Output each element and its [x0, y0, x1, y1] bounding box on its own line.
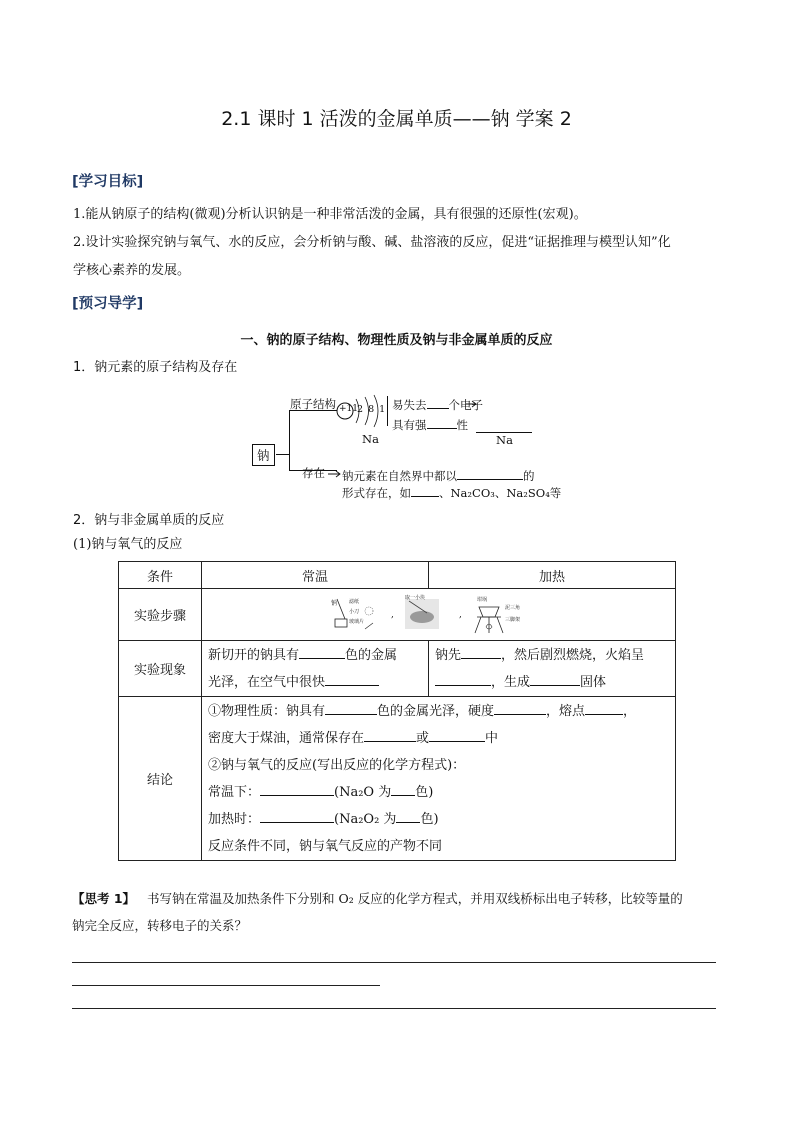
blank-electron-count	[427, 394, 449, 409]
existence-text-2: 形式存在，如	[342, 486, 411, 500]
blank-example	[411, 482, 439, 497]
blank	[396, 808, 420, 823]
arrow-icon	[466, 400, 478, 408]
strong-property-text	[392, 414, 468, 433]
experiment-illustration	[329, 593, 549, 637]
blank-existence-form	[457, 465, 523, 480]
label-triangle: 泥三角	[504, 604, 520, 611]
svg-text:,: ,	[458, 609, 462, 620]
property-suffix: 性	[456, 418, 468, 432]
lose-label: 易失去	[392, 398, 427, 412]
root-box: 钠	[252, 444, 275, 466]
goal-2-cont: 学核心素养的发展。	[73, 263, 191, 278]
conclusion-line-5	[208, 806, 669, 833]
electron-shells: 2 8 1	[357, 404, 387, 415]
label-take-piece: 取一小块	[404, 594, 425, 601]
blank	[260, 781, 334, 796]
goal-1: 1.能从钠原子的结构(微观)分析认识钠是一种非常活泼的金属，具有很强的还原性(宏观)。	[73, 207, 587, 222]
header-normal-temp: 常温	[202, 562, 429, 589]
blank	[429, 727, 485, 742]
header-heating: 加热	[429, 562, 676, 589]
goal-2: 2.设计实验探究钠与氧气、水的反应，会分析钠与酸、碱、盐溶液的反应，促进“证据推理与模型认知”化	[73, 235, 671, 250]
item-2-1-heading: (1)钠与氧气的反应	[73, 537, 183, 552]
label-tripod: 三脚架	[504, 616, 520, 623]
label-glass: 玻璃片	[348, 618, 364, 625]
text: 新切开的钠具有	[208, 647, 300, 663]
think-text-2: 钠完全反应，转移电子的关系？	[72, 918, 248, 933]
text: 色的金属	[345, 647, 398, 663]
text: 中	[485, 730, 499, 746]
text: (Na₂O 为	[334, 784, 392, 800]
blank-product-color	[530, 671, 580, 686]
electron-label: 个电子	[448, 398, 483, 412]
steps-images	[202, 589, 676, 641]
text: 固体	[580, 674, 607, 690]
existence-line-2	[342, 482, 561, 501]
answer-line-2[interactable]	[72, 985, 380, 986]
phenomena-normal	[202, 641, 429, 697]
subheading: 一、钠的原子结构、物理性质及钠与非金属单质的反应	[240, 333, 553, 348]
na-symbol-right: Na	[496, 433, 513, 447]
answer-line-3[interactable]	[72, 1008, 716, 1009]
think-label: 【思考 1】	[72, 891, 136, 906]
arrow-icon	[328, 470, 342, 478]
text: 色的金属光泽，硬度	[377, 703, 495, 719]
blank-property	[427, 414, 457, 429]
phenomena-heating	[429, 641, 676, 697]
conclusion-content	[202, 697, 676, 861]
conclusion-line-4	[208, 779, 669, 806]
blank-flame-color	[435, 671, 491, 686]
header-condition: 条件	[119, 562, 202, 589]
sodium-oxygen-table	[118, 561, 676, 861]
label-knife: 小刀	[348, 608, 359, 615]
existence-text-1: 钠元素在自然界中都以	[342, 469, 457, 483]
conclusion-line-6: 反应条件不同，钠与氧气反应的产物不同	[208, 838, 443, 854]
blank	[364, 727, 416, 742]
sodium-structure-diagram	[250, 390, 562, 500]
text: ，然后剧烈燃烧，火焰呈	[501, 647, 645, 663]
blank	[391, 781, 415, 796]
text: 密度大于煤油，通常保存在	[208, 730, 365, 746]
think-question	[72, 885, 724, 939]
blank	[325, 700, 377, 715]
branch-existence: 存在	[302, 466, 325, 480]
label-steps: 实验步骤	[119, 589, 202, 641]
blank-color	[299, 644, 345, 659]
label-crucible: 坩埚	[476, 596, 487, 603]
conclusion-line-1	[208, 698, 669, 725]
text: 光泽，在空气中很快	[208, 674, 326, 690]
text: 加热时：	[208, 811, 261, 827]
conclusion-line-3: ②钠与氧气的反应(写出反应的化学方程式)：	[208, 757, 466, 773]
blank-first	[461, 644, 501, 659]
text: ，熔点	[546, 703, 586, 719]
text: ，生成	[491, 674, 531, 690]
table-row-phenomena	[119, 641, 676, 697]
existence-suffix: 的	[523, 469, 535, 483]
text: 或	[416, 730, 430, 746]
text: 钠先	[435, 647, 462, 663]
section-heading-preview: [预习导学]	[72, 296, 144, 312]
svg-text:,: ,	[390, 609, 394, 620]
branch-atomic-structure: 原子结构	[290, 397, 336, 411]
table-row-steps	[119, 589, 676, 641]
label-conclusion: 结论	[119, 697, 202, 861]
existence-examples: 、Na₂CO₃、Na₂SO₄等	[439, 486, 562, 500]
item-1-heading: 1．钠元素的原子结构及存在	[73, 360, 238, 375]
blank	[260, 808, 334, 823]
text: (Na₂O₂ 为	[334, 811, 397, 827]
table-row-conclusion	[119, 697, 676, 861]
item-2-heading: 2．钠与非金属单质的反应	[73, 513, 225, 528]
text: 色)	[415, 784, 434, 800]
label-filter-paper: 滤纸	[348, 598, 359, 605]
section-heading-goals: [学习目标]	[72, 174, 144, 190]
label-sodium: 钠	[330, 599, 337, 607]
text: ，	[623, 703, 637, 719]
page-title: 2.1 课时 1 活泼的金属单质——钠 学案 2	[221, 108, 572, 130]
table-header-row	[119, 562, 676, 589]
label-phenomena: 实验现象	[119, 641, 202, 697]
blank-change	[325, 671, 379, 686]
think-text-1: 书写钠在常温及加热条件下分别和 O₂ 反应的化学方程式，并用双线桥标出电子转移，比较等量的	[147, 891, 683, 906]
text: ①物理性质：钠具有	[208, 703, 326, 719]
strong-label: 具有强	[392, 418, 427, 432]
atom-symbol: Na	[362, 432, 379, 446]
nucleus-charge: +11	[339, 404, 358, 414]
conclusion-line-2	[208, 725, 669, 752]
text: 色)	[420, 811, 439, 827]
blank	[494, 700, 546, 715]
answer-line-1[interactable]	[72, 962, 716, 963]
text: 常温下：	[208, 784, 261, 800]
blank	[585, 700, 623, 715]
